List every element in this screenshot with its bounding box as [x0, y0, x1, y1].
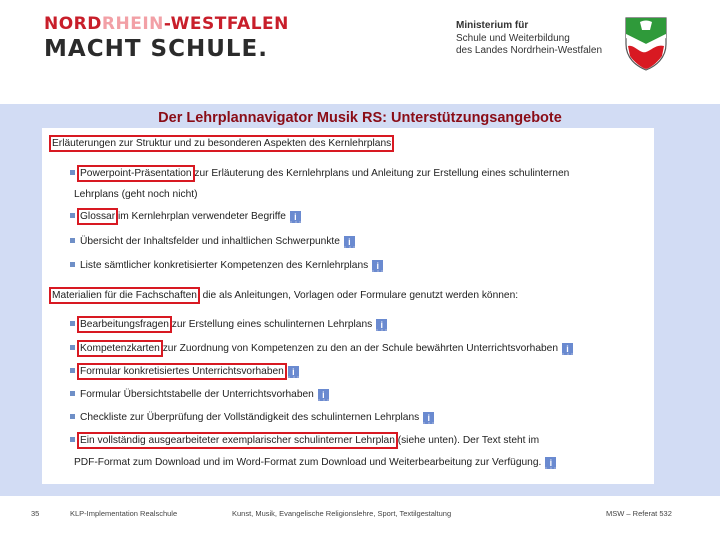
list-item-continuation: PDF-Format zum Download und im Word-Format zum Download und Weiterbearbeitung zur Verfügung. i — [74, 456, 556, 469]
info-icon[interactable]: i — [318, 389, 329, 401]
bullet-icon — [70, 262, 75, 267]
nrw-macht-schule-logo — [44, 14, 289, 70]
logo-line2: MACHT SCHULE. — [44, 36, 268, 62]
bullet-icon — [70, 368, 75, 373]
info-icon[interactable]: i — [290, 211, 301, 223]
list-item: Powerpoint-Präsentation zur Erläuterung des Kernlehrplans und Anleitung zur Erstellung eines schulinternen — [70, 167, 569, 180]
list-item: Glossar im Kernlehrplan verwendeter Begriffe i — [70, 210, 301, 223]
bullet-icon — [70, 345, 75, 350]
info-icon[interactable]: i — [545, 457, 556, 469]
footer-left: KLP-Implementation Realschule — [70, 509, 178, 518]
list-item: Bearbeitungsfragen zur Erstellung eines schulinternen Lehrplans i — [70, 318, 387, 331]
nrw-crest-icon — [622, 14, 670, 72]
list-item: Formular konkretisiertes Unterrichtsvorhaben i — [70, 365, 299, 378]
section1-heading: Erläuterungen zur Struktur und zu besonderen Aspekten des Kernlehrplans — [52, 138, 392, 149]
bullet-icon — [70, 213, 75, 218]
bullet-icon — [70, 391, 75, 396]
info-icon[interactable]: i — [376, 319, 387, 331]
info-icon[interactable]: i — [423, 412, 434, 424]
list-item: Checkliste zur Überprüfung der Vollständigkeit des schulinternen Lehrplans i — [70, 411, 434, 424]
list-item: Formular Übersichtstabelle der Unterrichtsvorhaben i — [70, 388, 329, 401]
bullet-icon — [70, 170, 75, 175]
list-item: Ein vollständig ausgearbeiteter exemplarischer schulinterner Lehrplan (siehe unten). Der Text steht im — [70, 434, 539, 447]
content-panel — [42, 128, 654, 484]
bullet-icon — [70, 414, 75, 419]
logo-line1: NORDRHEIN-WESTFALEN — [44, 14, 289, 34]
list-item: Kompetenzkarten zur Zuordnung von Kompetenzen zu den an der Schule bewährten Unterrichtsvorhaben i — [70, 342, 573, 355]
info-icon[interactable]: i — [288, 366, 299, 378]
bullet-icon — [70, 238, 75, 243]
list-item: Übersicht der Inhaltsfelder und inhaltlichen Schwerpunkte i — [70, 235, 355, 248]
info-icon[interactable]: i — [344, 236, 355, 248]
footer-right: MSW – Referat 532 — [606, 509, 672, 518]
slide-title: Der Lehrplannavigator Musik RS: Unterstützungsangebote — [158, 110, 562, 126]
list-item: Liste sämtlicher konkretisierter Kompetenzen des Kernlehrplans i — [70, 259, 383, 272]
bullet-icon — [70, 321, 75, 326]
page-number: 35 — [31, 509, 40, 518]
ministry-name: Ministerium für Schule und Weiterbildung des Landes Nordrhein-Westfalen — [456, 20, 603, 56]
info-icon[interactable]: i — [562, 343, 573, 355]
bullet-icon — [70, 437, 75, 442]
section2-heading: Materialien für die Fachschaften, die als Anleitungen, Vorlagen oder Formulare genutzt werden können: — [52, 290, 519, 301]
info-icon[interactable]: i — [372, 260, 383, 272]
list-item-continuation: Lehrplans (geht noch nicht) — [74, 189, 198, 200]
footer-center: Kunst, Musik, Evangelische Religionslehre, Sport, Textilgestaltung — [232, 509, 452, 518]
